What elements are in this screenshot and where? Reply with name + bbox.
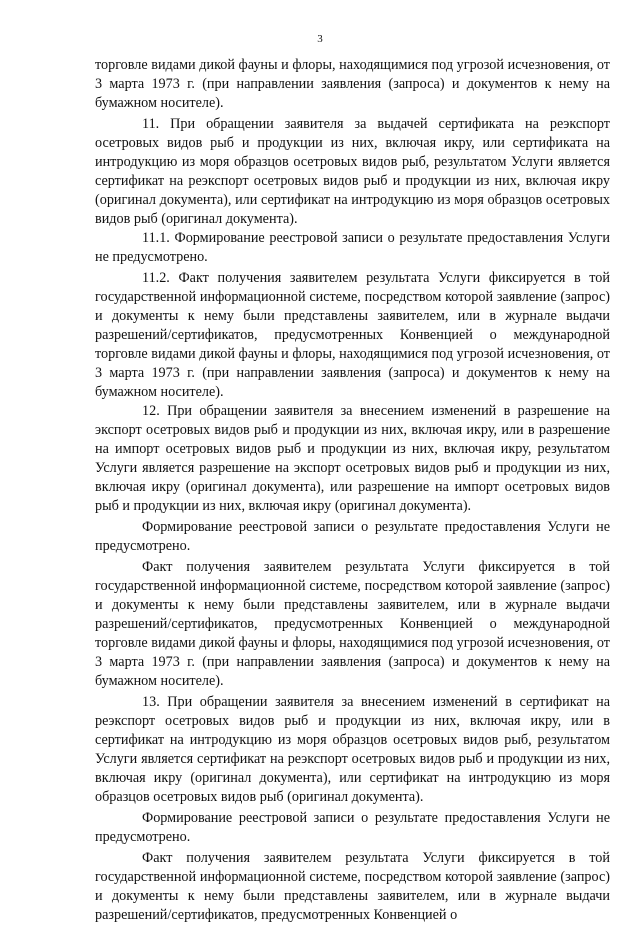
- paragraph-13-registry: Формирование реестровой записи о результате предоставления Услуги не предусмотрено.: [95, 810, 610, 845]
- document-body: [95, 56, 610, 925]
- paragraph-11-2: 11.2. Факт получения заявителем результата Услуги фиксируется в той государственной информационной системе, посредством которой заявление (запрос) и документы к нему были представлены заявителем, или в журнале выдачи разрешений/сертификатов, предусмотренных Конвенцией о международной торговле видами дикой фауны и флоры, находящимися под угрозой исчезновения, от 3 марта 1973 г. (при направлении заявления (запроса) и документов к нему на бумажном носителе).: [95, 270, 610, 400]
- page-number: 3: [317, 33, 323, 45]
- paragraph-11: 11. При обращении заявителя за выдачей сертификата на реэкспорт осетровых видов рыб и продукции из них, включая икру, или сертификата на интродукцию из моря образцов осетровых видов рыб, результатом Услуги является сертификат на реэкспорт осетровых видов рыб и продукции из них, включая икру (оригинал документа), или сертификат на интродукцию из моря образцов осетровых видов рыб (оригинал документа).: [95, 116, 610, 227]
- paragraph-12-receipt: Факт получения заявителем результата Услуги фиксируется в той государственной информационной системе, посредством которой заявление (запрос) и документы к нему были представлены заявителем, или в журнале выдачи разрешений/сертификатов, предусмотренных Конвенцией о международной торговле видами дикой фауны и флоры, находящимися под угрозой исчезновения, от 3 марта 1973 г. (при направлении заявления (запроса) и документов к нему на бумажном носителе).: [95, 559, 610, 689]
- paragraph-12-registry: Формирование реестровой записи о результате предоставления Услуги не предусмотрено.: [95, 519, 610, 554]
- paragraph-13-receipt: Факт получения заявителем результата Услуги фиксируется в той государственной информационной системе, посредством которой заявление (запрос) и документы к нему были представлены заявителем, или в журнале выдачи разрешений/сертификатов, предусмотренных Конвенцией о: [95, 850, 610, 923]
- paragraph-11-1: 11.1. Формирование реестровой записи о результате предоставления Услуги не предусмотрено.: [95, 230, 610, 265]
- paragraph-continuation: торговле видами дикой фауны и флоры, находящимися под угрозой исчезновения, от 3 марта 1973 г. (при направлении заявления (запроса) и документов к нему на бумажном носителе).: [95, 57, 610, 111]
- paragraph-13: 13. При обращении заявителя за внесением изменений в сертификат на реэкспорт осетровых видов рыб и продукции из них, включая икру, или в сертификат на интродукцию из моря образцов осетровых видов рыб, результатом Услуги является сертификат на реэкспорт осетровых видов рыб и продукции из них, включая икру (оригинал документа), или сертификат на интродукцию из моря образцов осетровых видов рыб (оригинал документа).: [95, 694, 610, 805]
- paragraph-12: 12. При обращении заявителя за внесением изменений в разрешение на экспорт осетровых видов рыб и продукции из них, включая икру, или в разрешение на импорт осетровых видов рыб и продукции из них, включая икру, результатом Услуги является разрешение на экспорт осетровых видов рыб и продукции из них, включая икру (оригинал документа), или разрешение на импорт осетровых видов рыб и продукции из них, включая икру (оригинал документа).: [95, 403, 610, 514]
